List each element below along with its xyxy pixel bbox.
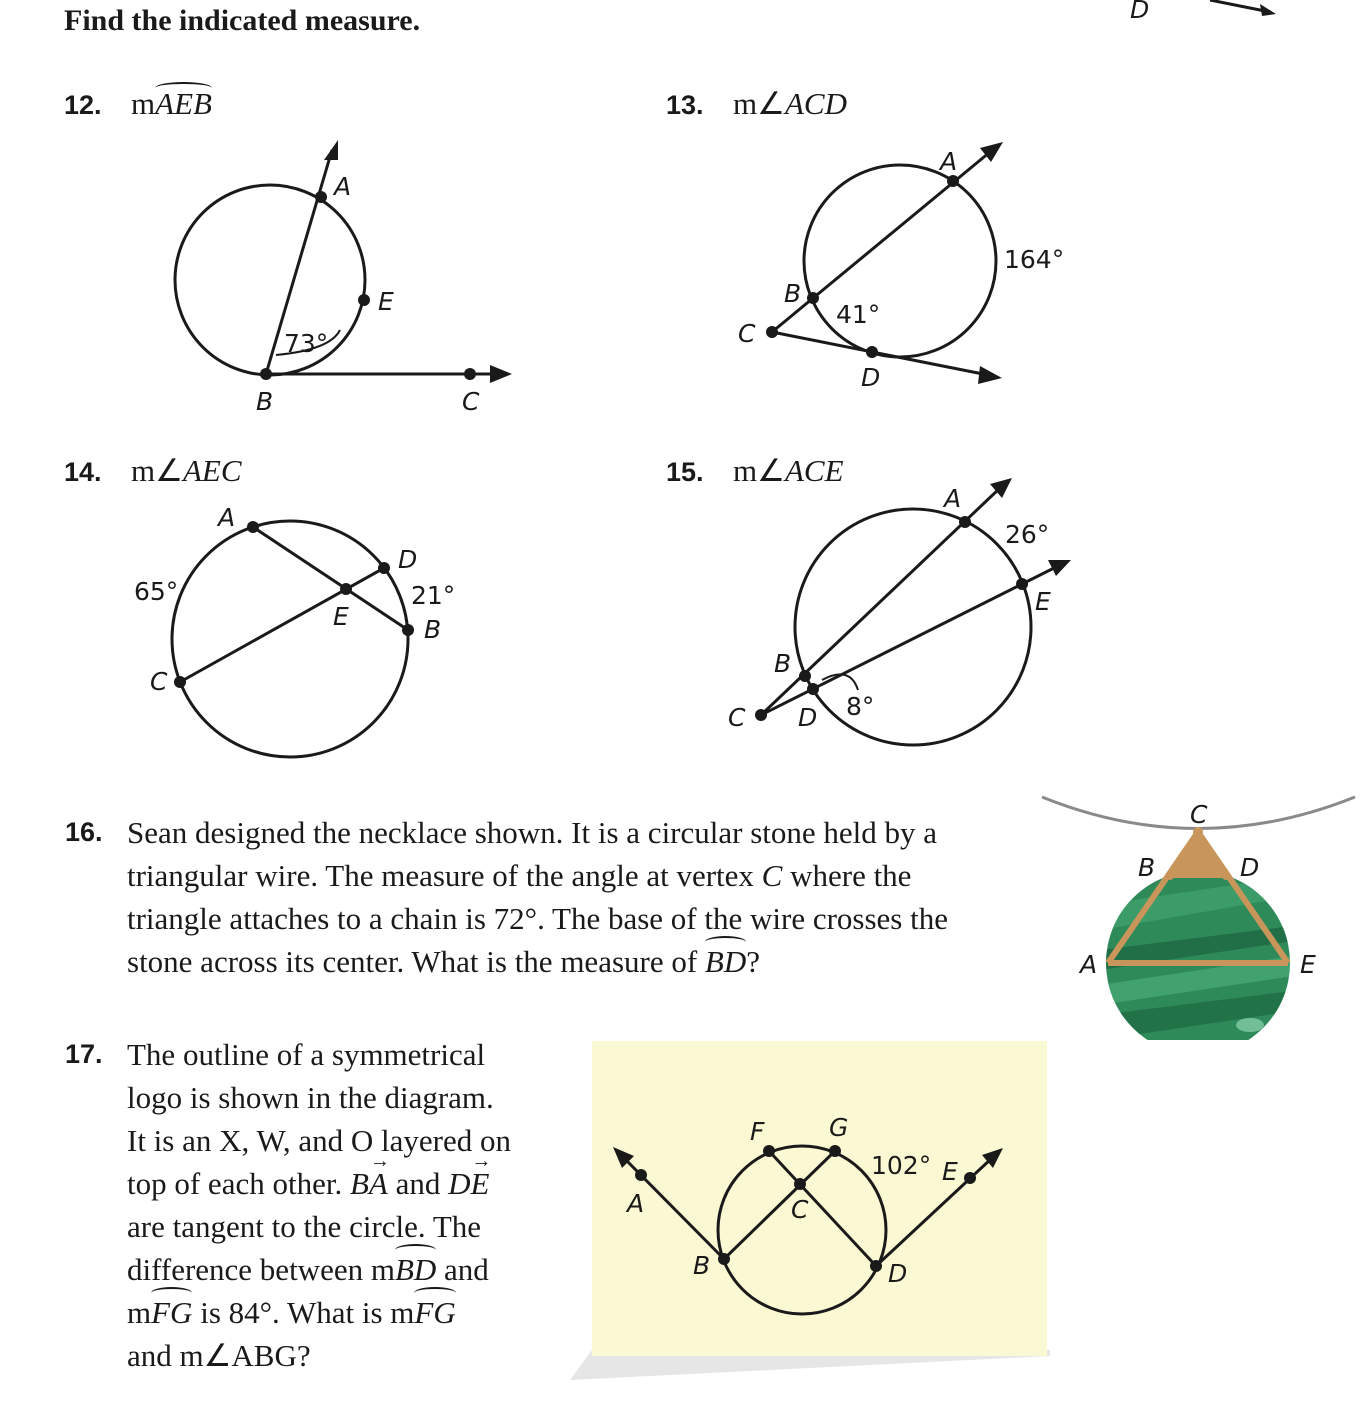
problem-number: 12. [64,90,102,120]
angle-name: AEC [182,453,242,488]
necklace-illustration [1040,780,1362,1040]
point-b [1166,872,1174,880]
label-d: D [398,545,418,574]
problem-number: 14. [64,457,102,487]
point-c [755,709,767,721]
text-line: It is an X, W, and O layered on [127,1123,511,1158]
vertex-label: C [761,858,783,893]
label-a: A [218,503,236,532]
diagram-13 [720,130,1080,400]
page-title: Find the indicated measure. [64,4,421,37]
label-a: A [1080,950,1098,979]
measure-prefix: m∠ [131,453,183,488]
label-a: A [627,1189,645,1218]
label-e: E [1035,587,1051,616]
circle [172,521,408,757]
text-line: The outline of a symmetrical [127,1037,486,1072]
corner-fragment [1100,0,1300,30]
arrowhead [324,140,338,160]
text-line: are tangent to the circle. The [127,1209,482,1244]
point-d [1222,872,1230,880]
label-b: B [774,649,792,678]
label-b: B [424,615,442,644]
measure-prefix: m∠ [733,86,785,121]
arc-measure-26: 26° [1005,520,1050,549]
text-line: logo is shown in the diagram. [127,1080,494,1115]
point-d [378,562,390,574]
label-a: A [940,147,958,176]
text-line [127,1291,511,1334]
label-b: B [784,279,802,308]
arc-notation: AEB [155,86,212,121]
point-d [870,1260,882,1272]
ray-notation: → DE [448,1162,489,1205]
point-c [174,676,186,688]
label-d: D [861,363,881,392]
angle-name: ACE [784,453,844,488]
label-b: B [693,1251,711,1280]
text-fragment: difference between m [127,1252,395,1287]
point-g [829,1145,841,1157]
arc-measure-21: 21° [411,581,456,610]
label-d: D [888,1259,908,1288]
angle-name: ACD [784,86,847,121]
label-c: C [738,319,756,348]
label-e: E [942,1157,958,1186]
point-b [260,368,272,380]
point-b [807,292,819,304]
chord-ab [253,527,408,630]
text-fragment: where the [782,858,912,893]
text-line: Sean designed the necklace shown. It is a circular stone held by a [127,815,938,850]
point-b [402,624,414,636]
label-c: C [462,387,480,416]
text-fragment: m [127,1295,152,1330]
label-f: F [750,1117,765,1146]
text-fragment: ? [746,944,761,979]
label-e: E [378,287,394,316]
text-line [127,1248,511,1291]
arc-measure-8: 8° [846,692,875,721]
point-e [1016,578,1028,590]
arc-notation: FG [151,1291,192,1334]
text-fragment: and [387,1166,449,1201]
point-a [315,191,327,203]
point-c [766,326,778,338]
secant-ce-ray [761,566,1058,715]
label-b: B [256,387,274,416]
label-c: C [1190,800,1208,829]
measure-prefix: m∠ [733,453,785,488]
measure-prefix: m [131,86,156,121]
label-a: A [334,172,352,201]
point-c [794,1178,806,1190]
point-e [964,1172,976,1184]
label-a: A [944,484,962,513]
problem-12-label [64,86,212,122]
text-fragment: is 84°. What is m [192,1295,415,1330]
arc-measure-65: 65° [134,577,179,606]
ray-notation: → BA [350,1162,388,1205]
point-b [799,670,811,682]
label-c: C [791,1195,809,1224]
circle [795,509,1031,745]
diagram-12 [160,130,540,420]
chord-cd [180,568,384,682]
circle [804,165,996,357]
arc-measure-41: 41° [836,300,881,329]
label-c: C [150,667,168,696]
text-line [127,940,948,983]
circle [718,1146,886,1314]
point-e [358,294,370,306]
arc-measure-164: 164° [1004,245,1065,274]
point-c [464,368,476,380]
diagram-15 [720,470,1080,760]
point-d [866,346,878,358]
problem-16-text [65,811,948,983]
point-d [807,683,819,695]
angle-measure: 73° [284,329,329,358]
text-fragment: and [436,1252,489,1287]
label-g: G [829,1113,849,1142]
point-f [763,1145,775,1157]
circle [175,185,365,375]
arc-notation: FG [414,1291,455,1334]
diagram-14 [120,495,480,770]
text-line [127,1162,511,1205]
text-line: and m∠ABG? [127,1338,311,1373]
point-e [340,583,352,595]
label-c: C [728,703,746,732]
corner-label: D [1130,0,1150,24]
problem-number: 17. [65,1039,103,1069]
arc-notation: BD [395,1248,436,1291]
problem-17-text [65,1033,511,1377]
label-b: B [1138,853,1156,882]
text-line: triangle attaches to a chain is 72°. The base of the wire crosses the [127,901,948,936]
problem-number: 16. [65,817,103,847]
arrowhead [978,366,1002,384]
problem-14-label [64,453,242,489]
problem-number: 15. [666,457,704,487]
text-fragment: stone across its center. What is the measure of [127,944,705,979]
arc-notation: BD [705,940,746,983]
problem-number: 13. [666,90,704,120]
text-fragment: top of each other. [127,1166,350,1201]
diagram-17 [600,1100,1040,1330]
label-d: D [798,703,818,732]
arc-measure-102: 102° [871,1151,932,1180]
point-a [959,516,971,528]
text-line [127,854,948,897]
arrowhead [490,365,512,383]
label-e: E [333,602,349,631]
point-a [247,521,259,533]
point-a [947,175,959,187]
point-b [718,1253,730,1265]
problem-13-label [666,86,847,122]
label-d: D [1240,853,1260,882]
text-fragment: triangular wire. The measure of the angle at vertex [127,858,762,893]
label-e: E [1300,950,1316,979]
point-a [635,1169,647,1181]
